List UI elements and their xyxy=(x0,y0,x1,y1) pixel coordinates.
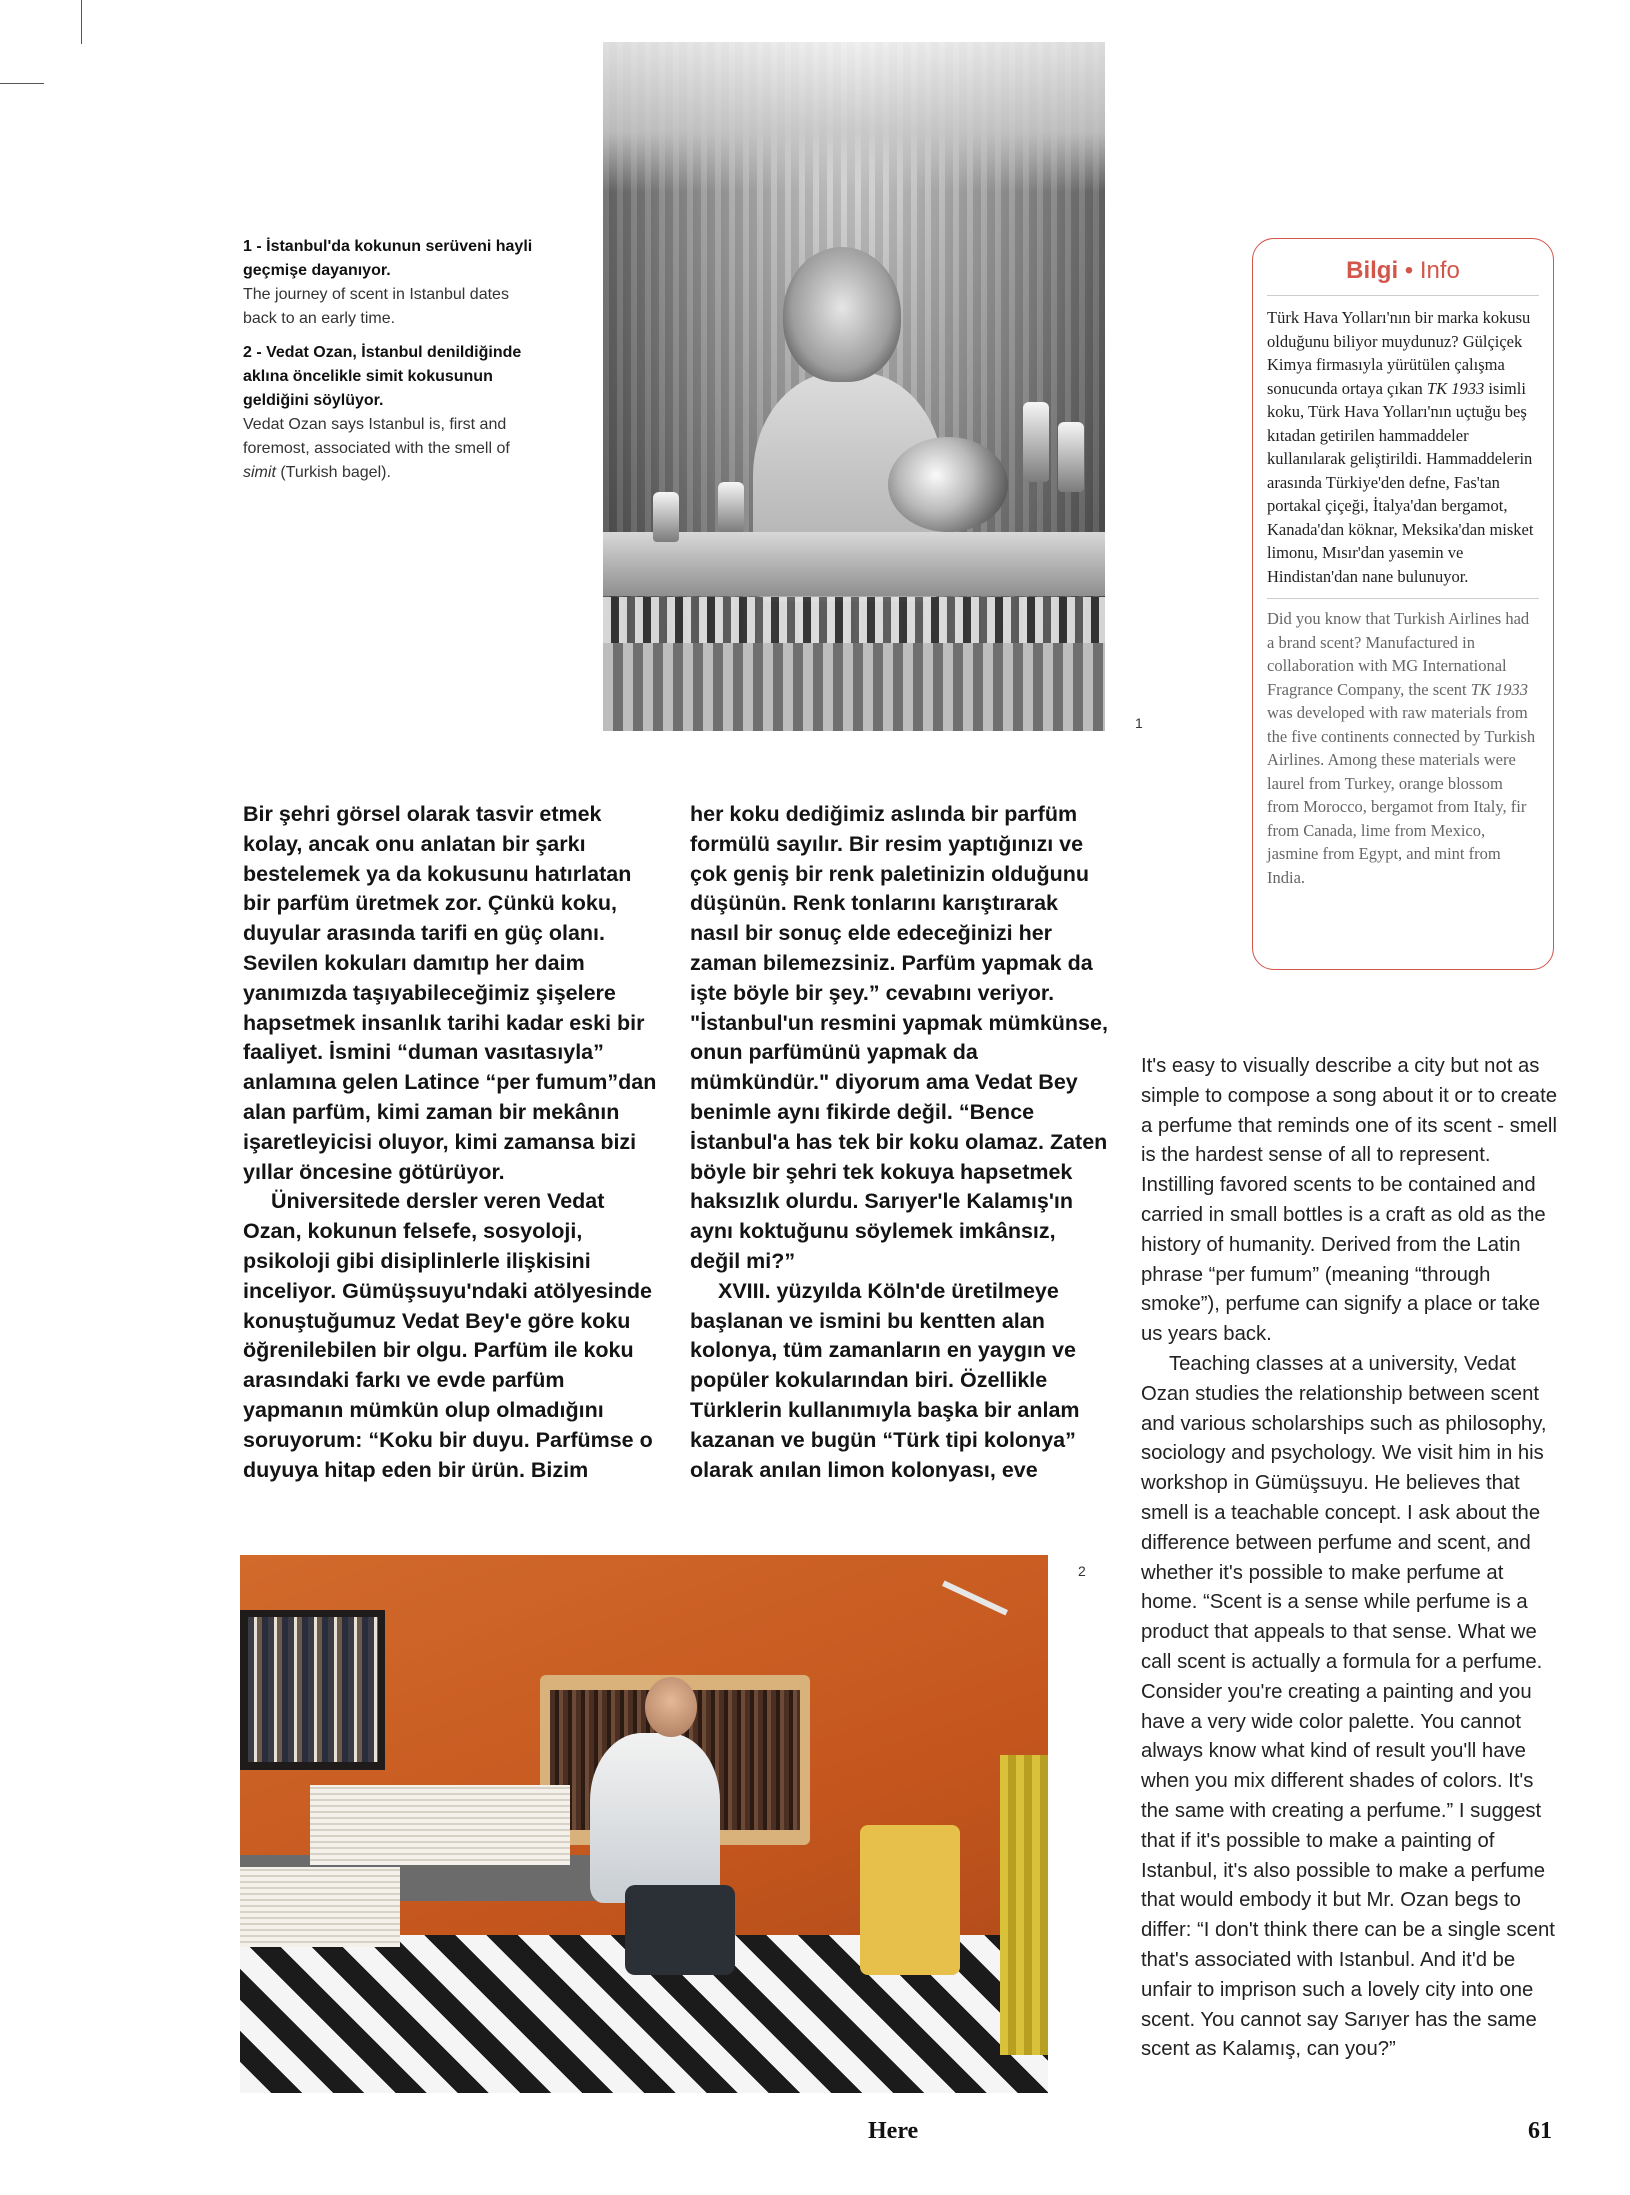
perfumer-head xyxy=(645,1677,697,1737)
crop-mark-horizontal xyxy=(0,83,44,84)
actress-head xyxy=(783,247,901,382)
info-box-title: Bilgi • Info xyxy=(1267,257,1539,296)
perfume-bottle xyxy=(1058,422,1084,492)
caption-2-english: Vedat Ozan says Istanbul is, first and foremost, associated with the smell of simit (Turkish bagel). xyxy=(243,416,510,481)
page-number: 61 xyxy=(1528,2118,1552,2144)
greek-key-border xyxy=(603,597,1105,643)
perfume-bottle xyxy=(718,482,744,532)
books xyxy=(248,1617,378,1762)
info-box-turkish: Türk Hava Yolları'nın bir marka kokusu olduğunu biliyor muydunuz? Gülçiçek Kimya firmasıyla yürütülen çalışma sonucunda ortaya çıkan TK 1933 isimli koku, Türk Hava Yolları'nın uçtuğu beş kıtadan getirilen hammaddeler kullanılarak geliştirildi. Hammaddelerin arasında Türkiye'den defne, Fas'tan portakal çiçeği, İtalya'dan bergamot, Kanada'dan köknar, Meksika'dan misket limonu, Mısır'dan yasemin ve Hindistan'dan nane bulunuyor. xyxy=(1267,306,1539,599)
paper-stacks xyxy=(240,1867,400,1947)
info-box-english: Did you know that Turkish Airlines had a brand scent? Manufactured in collaboration with MG International Fragrance Company, the scent TK 1933 was developed with raw materials from the five continents connected by Turkish Airlines. Among these materials were laurel from Turkey, orange blossom from Morocco, bergamot from Italy, fir from Canada, lime from Mexico, jasmine from Egypt, and mint from India. xyxy=(1267,609,1536,887)
vanity-table xyxy=(603,532,1105,596)
perfumer-figure xyxy=(590,1733,720,1903)
photo-captions xyxy=(243,235,533,495)
caption-2-turkish: 2 - Vedat Ozan, İstanbul denildiğinde aklına öncelikle simit kokusunun geldiğini söylüyor. xyxy=(243,344,522,409)
caption-item-1 xyxy=(243,235,533,331)
article-paragraph: Bir şehri görsel olarak tasvir etmek kolay, ancak onu anlatan bir şarkı bestelemek ya da kokusunu hatırlatan bir parfüm üretmek zor. Çünkü koku, duyular arasında tarifi en güç olanı. Sevilen kokuları damıtıp her daim yanımızda taşıyabileceğimiz şişelere hapsetmek insanlık tarihi kadar eski bir faaliyet. İsmini “duman vasıtasıyla” anlamına gelen Latince “per fumum”dan alan parfüm, kimi zaman bir mekânın işaretleyicisi oluyor, kimi zamansa bizi yıllar öncesine götürüyor. xyxy=(243,802,657,1184)
yellow-curtain xyxy=(1000,1755,1048,2055)
curtain-drape xyxy=(603,42,1105,192)
flower-bouquet xyxy=(888,437,1008,532)
magazine-name: Here xyxy=(868,2118,919,2144)
article-turkish-column-2 xyxy=(690,800,1110,1485)
perfume-bottle xyxy=(1023,402,1049,482)
perfumer-legs xyxy=(625,1885,735,1975)
vintage-actress-photo xyxy=(603,42,1105,731)
desk-lamp xyxy=(942,1580,1008,1615)
caption-item-2 xyxy=(243,341,533,485)
article-paragraph: Üniversitede dersler veren Vedat Ozan, kokunun felsefe, sosyoloji, psikoloji gibi disiplinlerle ilişkisini inceliyor. Gümüşsuyu'ndaki atölyesinde konuştuğumuz Vedat Bey'e göre koku öğrenilebilen bir olgu. Parfüm ile koku arasındaki farkı ve evde parfüm yapmanın mümkün olup olmadığını soruyorum: “Koku bir duyu. Parfümse o duyuya hitap eden bir ürün. Bizim xyxy=(243,1189,653,1482)
article-turkish-column-1 xyxy=(243,800,663,1485)
crop-mark-vertical xyxy=(81,0,82,44)
yellow-chair xyxy=(860,1825,960,1975)
caption-1-turkish: 1 - İstanbul'da kokunun serüveni hayli geçmişe dayanıyor. xyxy=(243,238,533,279)
info-box xyxy=(1252,238,1554,970)
perfume-bottle xyxy=(653,492,679,542)
figure-number-1: 1 xyxy=(1135,715,1143,731)
perfumer-workshop-photo xyxy=(240,1555,1048,2093)
table-skirt xyxy=(603,643,1105,731)
article-paragraph: XVIII. yüzyılda Köln'de üretilmeye başlanan ve ismini bu kentten alan kolonya, tüm zamanların en yaygın ve popüler kokularından biri. Özellikle Türklerin kullanımıyla başka bir anlam kazanan ve bugün “Türk tipi kolonya” olarak anılan limon kolonyası, eve xyxy=(690,1278,1080,1482)
paper-stacks xyxy=(310,1785,570,1865)
figure-number-2: 2 xyxy=(1078,1563,1086,1579)
article-paragraph: It's easy to visually describe a city but not as simple to compose a song about it or to create a perfume that reminds one of its scent - smell is the hardest sense of all to represent. Instilling favored scents to be contained and carried in small bottles is a craft as old as the history of humanity. Derived from the Latin phrase “per fumum” (meaning “through smoke”), perfume can signify a place or take us years back. xyxy=(1141,1055,1557,1346)
article-paragraph: Teaching classes at a university, Vedat Ozan studies the relationship between scent and various scholarships such as philosophy, sociology and psychology. We visit him in his workshop in Gümüşsuyu. He believes that smell is a teachable concept. I ask about the difference between perfume and scent, and whether it's possible to make perfume at home. “Scent is a sense while perfume is a product that appeals to that sense. What we call scent is actually a formula for a perfume. Consider you're creating a painting and you have a very wide color palette. You cannot always know what kind of result you'll have when you mix different shades of colors. It's the same with creating a perfume.” I suggest that if it's possible to make a painting of Istanbul, it's also possible to make a perfume that would embody it but Mr. Ozan begs to differ: “I don't think there can be a single scent that's associated with Istanbul. And it'd be unfair to imprison such a lovely city into one scent. You cannot say Sarıyer has the same scent as Kalamış, can you?” xyxy=(1141,1352,1555,2061)
article-english-column xyxy=(1141,1052,1561,2065)
article-paragraph: her koku dediğimiz aslında bir parfüm formülü sayılır. Bir resim yaptığınızı ve çok geniş bir renk paletinizin olduğunu düşünün. Renk tonlarını karıştırarak nasıl bir sonuç elde edeceğinizi her zaman bilemezsiniz. Parfüm yapmak da işte böyle bir şey.” cevabını veriyor. "İstanbul'un resmini yapmak mümkünse, onun parfümünü yapmak da mümkündür." diyorum ama Vedat Bey benimle aynı fikirde değil. “Bence İstanbul'a has tek bir koku olamaz. Zaten böyle bir şehri tek kokuya hapsetmek haksızlık olurdu. Sarıyer'le Kalamış'ın aynı koktuğunu söylemek imkânsız, değil mi?” xyxy=(690,802,1108,1273)
caption-1-english: The journey of scent in Istanbul dates back to an early time. xyxy=(243,286,509,327)
